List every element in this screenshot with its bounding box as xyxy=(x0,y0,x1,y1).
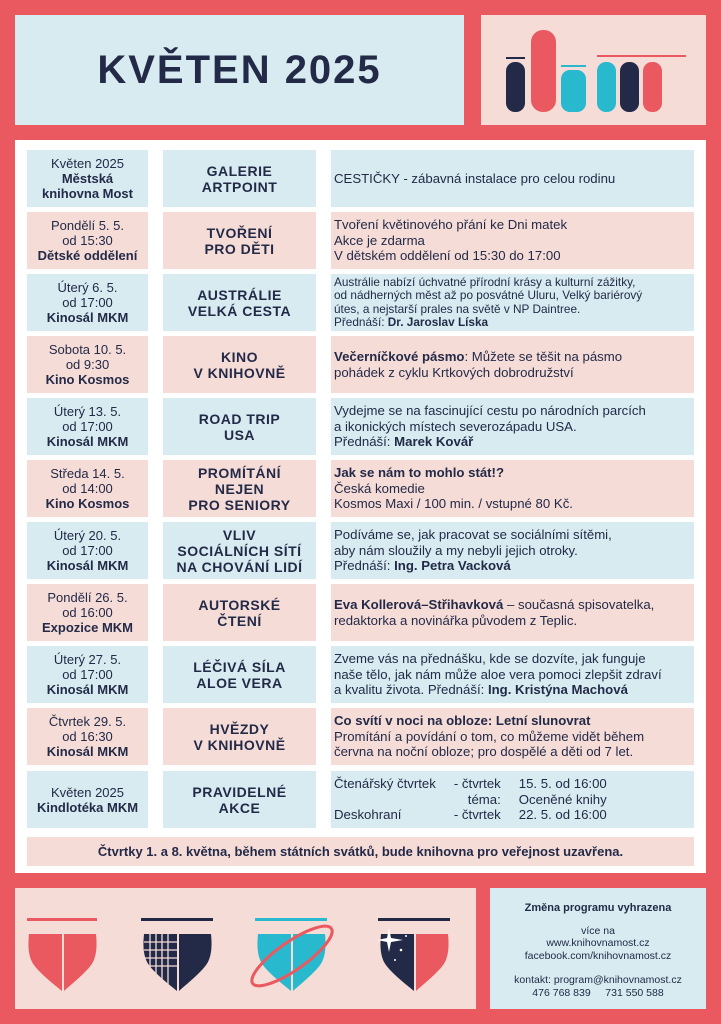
event-date: od 9:30 xyxy=(65,357,110,372)
contact-email[interactable]: kontakt: program@knihovnamost.cz xyxy=(514,974,682,986)
event-title-cell xyxy=(163,771,316,828)
event-title-cell xyxy=(163,584,316,641)
regular-events-list xyxy=(334,776,607,823)
event-date: od 17:00 xyxy=(62,667,113,682)
description-line xyxy=(334,682,662,698)
description-line xyxy=(334,543,612,559)
event-title-cell xyxy=(163,212,316,269)
event-title: PRO SENIORY xyxy=(188,496,291,513)
description-text: Podíváme se, jak pracovat se sociálními sítěmi, xyxy=(334,527,612,543)
event-date: od 16:00 xyxy=(62,605,113,620)
description-text: Vydejme se na fascinující cestu po národních parcích xyxy=(334,403,646,419)
logo-panel xyxy=(481,15,706,125)
library-logo-icon xyxy=(481,15,706,125)
orbit-heart-icon xyxy=(245,917,340,995)
event-date-cell xyxy=(27,150,148,207)
description-line xyxy=(334,496,573,512)
event-date-cell xyxy=(27,522,148,579)
event-date: Úterý 13. 5. xyxy=(53,404,122,419)
description-line xyxy=(334,558,612,574)
event-date: Středa 14. 5. xyxy=(50,466,125,481)
description-line xyxy=(334,729,644,745)
event-title: NEJEN xyxy=(214,480,265,497)
event-place: Kino Kosmos xyxy=(45,496,130,511)
event-title: ALOE VERA xyxy=(196,674,283,691)
heart-icon xyxy=(27,918,97,991)
event-title: KINO xyxy=(221,348,258,365)
description-text: aby nám sloužily a my nebyli jejich otroky. xyxy=(334,542,578,558)
striped-heart-icon xyxy=(141,918,213,991)
event-date: od 17:00 xyxy=(62,419,113,434)
event-title-cell xyxy=(163,522,316,579)
event-date-cell xyxy=(27,274,148,331)
event-title: AUSTRÁLIE xyxy=(197,286,282,303)
description-text: redaktorka a novinářka původem z Teplic. xyxy=(334,612,578,628)
event-title: ROAD TRIP xyxy=(198,410,281,427)
description-line xyxy=(334,744,644,760)
description-line xyxy=(334,303,642,316)
description-bold: Co svítí v noci na obloze: Letní slunovrat xyxy=(334,713,591,729)
description-text: CESTIČKY - zábavná instalace pro celou rodinu xyxy=(334,170,616,186)
event-title: ČTENÍ xyxy=(217,612,262,629)
event-description-cell xyxy=(331,646,694,703)
description-bold: Večerníčkové pásmo xyxy=(334,349,465,364)
event-place: Kinosál MKM xyxy=(46,682,129,697)
description-bold: Eva Kollerová–Střihavková xyxy=(334,597,504,612)
event-date: Úterý 20. 5. xyxy=(53,528,122,543)
description-line xyxy=(334,276,642,289)
event-place: knihovna Most xyxy=(41,186,133,201)
heart-icons-panel xyxy=(15,888,476,1009)
contact-phone-2: 731 550 588 xyxy=(605,986,664,999)
description-text: Austrálie nabízí úchvatné přírodní krásy a kulturní zážitky, xyxy=(334,274,636,289)
description-line xyxy=(334,651,662,667)
facebook-link[interactable]: facebook.com/knihovnamost.cz xyxy=(524,949,672,962)
description-text: od nádherných měst až po posvátné Uluru, Velký bariérový xyxy=(334,288,643,303)
description-bold: Dr. Jaroslav Líska xyxy=(387,314,489,329)
event-title-cell xyxy=(163,398,316,455)
event-date-cell xyxy=(27,460,148,517)
event-date: Květen 2025 xyxy=(50,784,124,800)
description-line xyxy=(334,233,567,249)
event-title-cell xyxy=(163,274,316,331)
description-text: Česká komedie xyxy=(334,480,425,496)
event-date: Květen 2025 xyxy=(50,156,124,171)
description-text: a ikonických místech severozápadu USA. xyxy=(334,418,577,434)
regular-event-field: - čtvrtek xyxy=(453,776,501,792)
event-date-cell xyxy=(27,212,148,269)
regular-event-field: 15. 5. od 16:00 xyxy=(518,776,607,792)
description-text: Zveme vás na přednášku, kde se dozvíte, jak funguje xyxy=(334,651,646,667)
contact-panel xyxy=(490,888,706,1009)
event-title-cell xyxy=(163,460,316,517)
event-date: Úterý 6. 5. xyxy=(57,280,118,295)
event-date: Čtvrtek 29. 5. xyxy=(48,714,127,729)
event-date-cell xyxy=(27,398,148,455)
event-description-cell xyxy=(331,708,694,765)
description-line xyxy=(334,667,662,683)
event-description-cell xyxy=(331,522,694,579)
regular-event-field: 22. 5. od 16:00 xyxy=(518,807,607,823)
description-line xyxy=(334,403,646,419)
description-text: naše tělo, jak nám může aloe vera pomoci zlepšit zdraví xyxy=(334,666,662,682)
description-text: června na noční obloze; pro dospělé a děti od 7 let. xyxy=(334,744,634,760)
regular-event-field: Čtenářský čtvrtek xyxy=(334,776,436,792)
event-place: Expozice MKM xyxy=(41,620,133,635)
event-date: Pondělí 5. 5. xyxy=(51,218,124,233)
event-description-cell xyxy=(331,336,694,393)
description-text: Přednáší: xyxy=(334,434,395,450)
event-date: od 14:00 xyxy=(62,481,113,496)
event-description-cell xyxy=(331,212,694,269)
description-line xyxy=(334,481,573,497)
event-description-cell xyxy=(331,398,694,455)
description-bold: Marek Kovář xyxy=(394,434,474,450)
description-text: Promítání a povídání o tom, co můžeme vidět během xyxy=(334,728,645,744)
description-bold: Jak se nám to mohlo stát!? xyxy=(334,465,505,481)
event-date-cell xyxy=(27,771,148,828)
regular-event-field: téma: xyxy=(467,791,501,807)
event-title: AUTORSKÉ xyxy=(198,596,281,613)
description-text: a kvalitu života. Přednáší: xyxy=(334,682,488,698)
description-text: V dětském oddělení od 15:30 do 17:00 xyxy=(334,248,561,264)
event-place: Kindlotéka MKM xyxy=(36,799,139,815)
event-date: Pondělí 26. 5. xyxy=(47,590,128,605)
event-title: GALERIE xyxy=(206,162,273,179)
description-line xyxy=(334,527,612,543)
event-title: SOCIÁLNÍCH SÍTÍ xyxy=(177,542,302,559)
event-title: NA CHOVÁNÍ LIDÍ xyxy=(176,558,303,575)
event-description-cell xyxy=(331,460,694,517)
event-title: V KNIHOVNĚ xyxy=(193,364,286,381)
program-table xyxy=(15,140,706,873)
event-title: ARTPOINT xyxy=(201,178,278,195)
event-date-cell xyxy=(27,708,148,765)
event-date: Úterý 27. 5. xyxy=(53,652,122,667)
event-place: Městská xyxy=(61,171,114,186)
regular-event-field xyxy=(334,792,436,808)
closure-notice: Čtvrtky 1. a 8. května, během státních svátků, bude knihovna pro veřejnost uzavřena. xyxy=(27,837,694,866)
website-link[interactable]: www.knihovnamost.cz xyxy=(546,937,650,949)
event-date-cell xyxy=(27,584,148,641)
event-title: PRO DĚTI xyxy=(204,240,275,257)
regular-event-field: Deskohraní xyxy=(334,807,402,823)
description-line xyxy=(334,316,642,329)
event-date: od 15:30 xyxy=(62,233,113,248)
event-title: V KNIHOVNĚ xyxy=(193,736,286,753)
regular-event-field: - čtvrtek xyxy=(453,807,501,823)
event-title: TVOŘENÍ xyxy=(206,224,273,241)
description-text: : Můžete se těšit na pásmo xyxy=(464,349,623,364)
description-text: – současná spisovatelka, xyxy=(503,597,655,612)
title-panel xyxy=(15,15,464,125)
event-date-cell xyxy=(27,336,148,393)
description-text: Kosmos Maxi / 100 min. / vstupné 80 Kč. xyxy=(334,496,573,512)
description-bold: Ing. Kristýna Machová xyxy=(487,682,628,698)
description-text: Akce je zdarma xyxy=(334,232,425,248)
more-info-label: více na xyxy=(581,924,615,937)
event-description-cell xyxy=(331,150,694,207)
event-title: PRAVIDELNÉ xyxy=(192,783,287,800)
event-title: AKCE xyxy=(218,799,261,816)
event-description-cell xyxy=(331,584,694,641)
description-line xyxy=(334,365,622,381)
event-place: Kinosál MKM xyxy=(46,558,129,573)
description-line xyxy=(334,289,642,302)
event-title: USA xyxy=(223,426,256,443)
starry-heart-icon xyxy=(377,918,450,991)
event-title-cell xyxy=(163,336,316,393)
event-date: od 17:00 xyxy=(62,543,113,558)
event-date: Sobota 10. 5. xyxy=(48,342,127,357)
page-title: KVĚTEN 2025 xyxy=(97,47,382,92)
event-title: PROMÍTÁNÍ xyxy=(197,464,282,481)
event-title: VELKÁ CESTA xyxy=(187,302,292,319)
event-place: Dětské oddělení xyxy=(37,248,138,263)
program-change-note: Změna programu vyhrazena xyxy=(524,902,672,914)
description-line xyxy=(334,434,646,450)
event-place: Kino Kosmos xyxy=(45,372,130,387)
event-title-cell xyxy=(163,150,316,207)
event-description-cell xyxy=(331,274,694,331)
description-line xyxy=(334,171,615,187)
description-line xyxy=(334,465,573,481)
description-bold: Ing. Petra Vacková xyxy=(394,558,511,574)
description-line xyxy=(334,613,654,629)
event-place: Kinosál MKM xyxy=(46,434,129,449)
description-line xyxy=(334,597,654,613)
description-text: Přednáší: xyxy=(334,314,388,329)
description-line xyxy=(334,217,567,233)
event-description-cell xyxy=(331,771,694,828)
description-text: Tvoření květinového přání ke Dni matek xyxy=(334,217,568,233)
description-text: pohádek z cyklu Krtkových dobrodružství xyxy=(334,364,574,380)
description-line xyxy=(334,349,622,365)
event-title: VLIV xyxy=(222,526,257,543)
event-date-cell xyxy=(27,646,148,703)
event-date: od 16:30 xyxy=(62,729,113,744)
contact-phone-1: 476 768 839 xyxy=(532,986,591,999)
event-title: HVĚZDY xyxy=(209,720,270,737)
event-title-cell xyxy=(163,646,316,703)
description-text: Přednáší: xyxy=(334,558,395,574)
event-title: LÉČIVÁ SÍLA xyxy=(193,658,286,675)
description-text: útes, a nejstarší prales na světě v NP Daintree. xyxy=(334,301,581,316)
event-title-cell xyxy=(163,708,316,765)
event-place: Kinosál MKM xyxy=(46,744,129,759)
regular-event-field: Oceněné knihy xyxy=(518,791,607,807)
description-line xyxy=(334,419,646,435)
event-date: od 17:00 xyxy=(62,295,113,310)
event-place: Kinosál MKM xyxy=(46,310,129,325)
description-line xyxy=(334,248,567,264)
description-line xyxy=(334,713,644,729)
